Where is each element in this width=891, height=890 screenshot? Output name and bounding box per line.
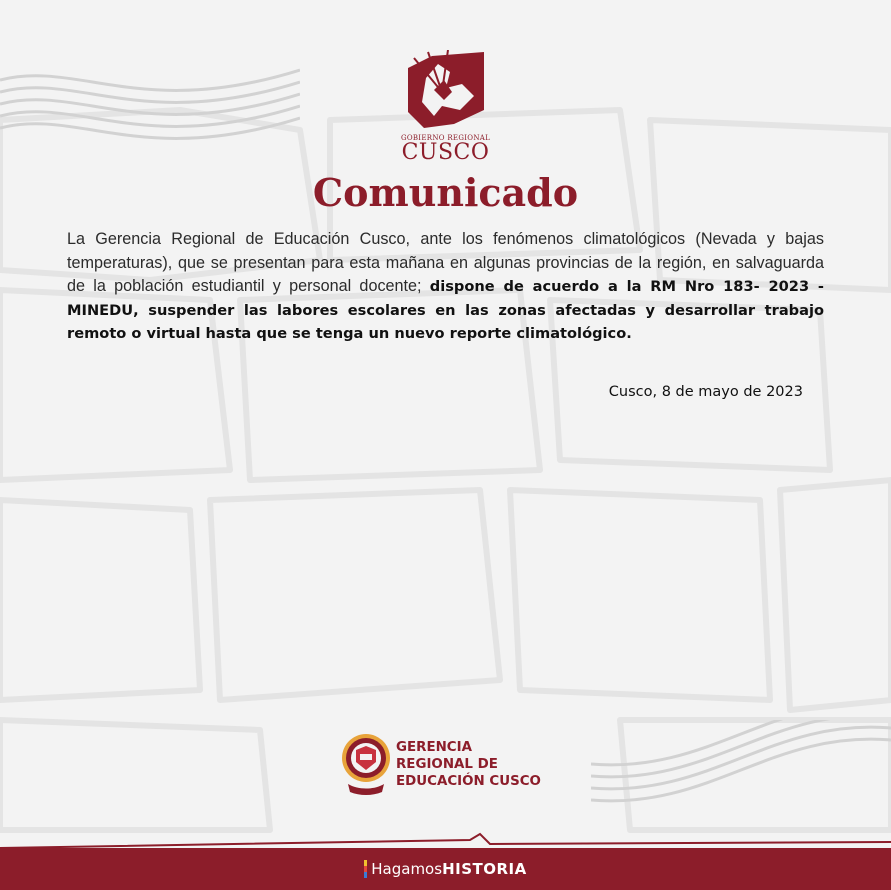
logo-cusco-text: CUSCO xyxy=(401,140,490,165)
footer-bar xyxy=(0,848,891,890)
gerencia-logo xyxy=(340,728,541,800)
communique-date: Cusco, 8 de mayo de 2023 xyxy=(608,384,803,400)
communique-text-bold: dispone de acuerdo a la RM Nro 183- 2023 - MINEDU, suspender las labores escolares en las zonas afectadas y desarrollar trabajo remoto o virtual hasta que se tenga un nuevo reporte climatológico. xyxy=(67,278,824,342)
gerencia-line3: EDUCACIÓN CUSCO xyxy=(396,773,541,789)
slogan-light: Hagamos xyxy=(371,860,443,878)
footer-slogan xyxy=(364,860,526,878)
decorative-waves-bottom xyxy=(591,720,891,810)
gerencia-line1: GERENCIA xyxy=(396,739,472,755)
gerencia-line2: REGIONAL DE xyxy=(396,756,498,772)
logo-gobierno-text: GOBIERNO REGIONAL xyxy=(400,134,491,142)
cusco-emblem-icon xyxy=(404,50,488,130)
footer-accent-line xyxy=(0,826,891,850)
gobierno-regional-logo xyxy=(0,50,891,170)
gerencia-seal-icon xyxy=(340,728,392,800)
communique-text-regular: La Gerencia Regional de Educación Cusco, ante los fenómenos climatológicos (Nevada y bajas temperaturas), que se presentan para esta mañana en algunas provincias de la región, en salvaguarda de la población estudiantil y personal docente; xyxy=(67,230,824,295)
page-title: Comunicado xyxy=(312,170,579,215)
communique-body xyxy=(67,228,824,346)
slogan-color-bar-icon xyxy=(364,860,367,878)
slogan-bold: HISTORIA xyxy=(442,860,527,878)
